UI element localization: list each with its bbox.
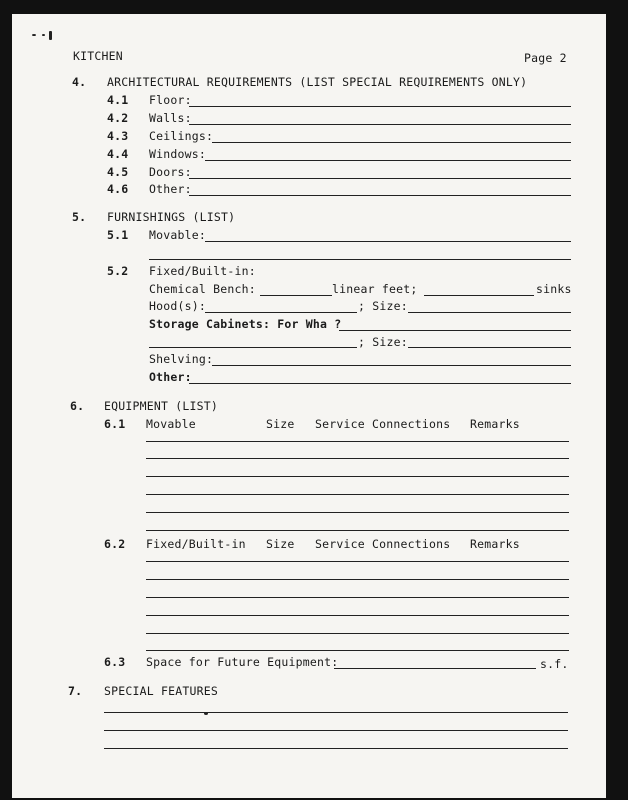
equipment-row[interactable] xyxy=(146,530,569,531)
equipment-row[interactable] xyxy=(146,512,569,513)
storage-cabinets-field[interactable] xyxy=(339,330,571,331)
storage-size-label: ; Size: xyxy=(358,335,408,349)
other-label: Other: xyxy=(149,182,192,196)
fixed-builtin-label: Fixed/Built-in: xyxy=(149,264,256,278)
equipment-row[interactable] xyxy=(146,476,569,477)
storage-cabinets-label: Storage Cabinets: For Wha ? xyxy=(149,317,342,331)
section-6-number: 6. xyxy=(70,399,85,413)
walls-label: Walls: xyxy=(149,111,192,125)
item-4-5-number: 4.5 xyxy=(107,165,129,179)
section-4-title: ARCHITECTURAL REQUIREMENTS (LIST SPECIAL REQUIREMENTS ONLY) xyxy=(107,75,528,89)
hoods-size-label: ; Size: xyxy=(358,299,408,313)
col-remarks-label: Remarks xyxy=(470,417,520,431)
col-service-label: Service Connections xyxy=(315,537,451,551)
special-features-field[interactable] xyxy=(104,712,568,713)
equipment-row[interactable] xyxy=(146,633,569,634)
col-size-label: Size xyxy=(266,537,295,551)
item-6-2-number: 6.2 xyxy=(104,537,126,551)
equipment-fixed-label: Fixed/Built-in xyxy=(146,537,246,551)
section-7-number: 7. xyxy=(68,684,83,698)
walls-field[interactable] xyxy=(189,124,571,125)
special-features-field[interactable] xyxy=(104,748,568,749)
future-equipment-label: Space for Future Equipment: xyxy=(146,655,339,669)
chemical-bench-label: Chemical Bench: xyxy=(149,282,256,296)
item-4-3-number: 4.3 xyxy=(107,129,129,143)
equipment-row[interactable] xyxy=(146,615,569,616)
item-4-4-number: 4.4 xyxy=(107,147,129,161)
windows-label: Windows: xyxy=(149,147,206,161)
equipment-movable-label: Movable xyxy=(146,417,196,431)
hoods-field[interactable] xyxy=(205,312,357,313)
form-page xyxy=(12,14,606,798)
movable-field-2[interactable] xyxy=(149,259,571,260)
other-field[interactable] xyxy=(189,195,571,196)
item-4-1-number: 4.1 xyxy=(107,93,129,107)
floor-label: Floor: xyxy=(149,93,192,107)
storage-size-field[interactable] xyxy=(408,347,571,348)
section-7-title: SPECIAL FEATURES xyxy=(104,684,218,698)
section-6-title: EQUIPMENT (LIST) xyxy=(104,399,218,413)
col-size-label: Size xyxy=(266,417,295,431)
scan-mark xyxy=(49,31,52,40)
item-5-2-number: 5.2 xyxy=(107,264,129,278)
future-equipment-field[interactable] xyxy=(334,668,536,669)
hoods-label: Hood(s): xyxy=(149,299,206,313)
scan-mark xyxy=(32,34,36,36)
page-title: KITCHEN xyxy=(73,49,123,63)
section-4-number: 4. xyxy=(72,75,87,89)
sinks-label: sinks xyxy=(536,282,572,296)
page-number: Page 2 xyxy=(524,51,567,65)
ceilings-label: Ceilings: xyxy=(149,129,214,143)
furnishings-other-field[interactable] xyxy=(189,383,571,384)
col-service-label: Service Connections xyxy=(315,417,451,431)
section-5-title: FURNISHINGS (LIST) xyxy=(107,210,236,224)
floor-field[interactable] xyxy=(189,106,571,107)
item-4-2-number: 4.2 xyxy=(107,111,129,125)
furnishings-other-label: Other: xyxy=(149,370,192,384)
ceilings-field[interactable] xyxy=(212,142,571,143)
storage-cabinets-field-2[interactable] xyxy=(149,347,357,348)
item-5-1-number: 5.1 xyxy=(107,228,129,242)
equipment-row[interactable] xyxy=(146,441,569,442)
equipment-row[interactable] xyxy=(146,458,569,459)
chemical-bench-field[interactable] xyxy=(260,295,332,296)
section-5-number: 5. xyxy=(72,210,87,224)
equipment-row[interactable] xyxy=(146,597,569,598)
col-remarks-label: Remarks xyxy=(470,537,520,551)
movable-field[interactable] xyxy=(205,241,571,242)
equipment-row[interactable] xyxy=(146,561,569,562)
future-equipment-unit: s.f. xyxy=(540,657,569,671)
linear-feet-label: linear feet; xyxy=(332,282,418,296)
hoods-size-field[interactable] xyxy=(408,312,571,313)
item-4-6-number: 4.6 xyxy=(107,182,129,196)
item-6-3-number: 6.3 xyxy=(104,655,126,669)
shelving-field[interactable] xyxy=(212,365,571,366)
equipment-row[interactable] xyxy=(146,650,569,651)
sinks-field[interactable] xyxy=(424,295,534,296)
windows-field[interactable] xyxy=(205,160,571,161)
scan-mark xyxy=(42,34,45,36)
special-features-field[interactable] xyxy=(104,730,568,731)
movable-label: Movable: xyxy=(149,228,206,242)
equipment-row[interactable] xyxy=(146,494,569,495)
doors-field[interactable] xyxy=(189,178,571,179)
shelving-label: Shelving: xyxy=(149,352,214,366)
equipment-row[interactable] xyxy=(146,579,569,580)
doors-label: Doors: xyxy=(149,165,192,179)
item-6-1-number: 6.1 xyxy=(104,417,126,431)
